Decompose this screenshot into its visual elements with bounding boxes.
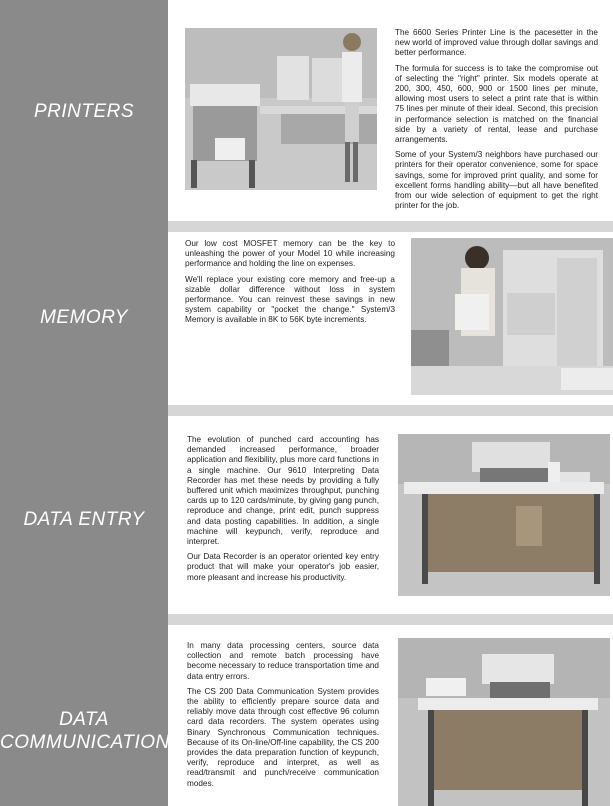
paragraph: We'll replace your existing core memory and free-up a sizable dollar difference without loss in system performance. You can reinvest these savings in new system capability or "pocket the change." System/3 Memory is available in 8K to 56K byte increments. [185, 274, 395, 325]
printer-photo [185, 28, 377, 190]
data-communication-photo [398, 638, 610, 806]
section-label-printers: PRINTERS [33, 101, 135, 122]
data-entry-text [187, 435, 379, 588]
paragraph: The CS 200 Data Communication System provides the ability to efficiently prepare source data and reliably move data through cost effective 96 column card data recorders. The system operates using Binary Synchronous Communication techniques. Because of its On-line/Off-line capability, the CS 200 provides the data preparation function of keypunch, verify, reproduce and interpret, as well as read/transmit and punch/receive communication modes. [187, 686, 379, 788]
section-label-memory: MEMORY [40, 307, 128, 328]
paragraph: The 6600 Series Printer Line is the pacesetter in the new world of improved value through dollar savings and better performance. [395, 28, 598, 58]
paragraph: Our Data Recorder is an operator oriented key entry product that will make your operator's job easier, more pleasant and increase his productivity. [187, 552, 379, 582]
data-entry-photo [398, 434, 610, 596]
section-label-data-communication [0, 708, 168, 754]
paragraph: The evolution of punched card accounting has demanded increased performance, broader application and flexibility, plus more card functions in a single machine. Our 9610 Interpreting Data Recorder has met these needs by providing a fully buffered unit which maximizes throughput, punching cards up to 120 cards/minute, by giving gang punch, reproduce and change, print edit, punch suppress and data posting capabilities. In addition, a single machine will keypunch, verify, reproduce and interpret. [187, 435, 379, 547]
printers-text [395, 28, 598, 216]
section-divider [168, 405, 613, 416]
paragraph: In many data processing centers, source data collection and remote batch processing have become necessary to reduce transportation time and data entry errors. [187, 641, 379, 681]
paragraph: The formula for success is to take the compromise out of selecting the "right" printer. Six models operate at 200, 300, 450, 600, 900 or 1500 lines per minute, allowing most users to select a print rate that is within 75 lines per minute of their ideal. Second, this precision in performance selection is matched on the financial side by a variety of rental, lease and purchase arrangements. [395, 63, 598, 145]
data-communication-text [187, 641, 379, 794]
section-label-line: COMMUNICATION [0, 732, 170, 753]
memory-text [185, 239, 395, 331]
section-divider [168, 221, 613, 232]
section-label-line: DATA [59, 709, 109, 730]
memory-photo [411, 238, 613, 395]
section-label-data-entry: DATA ENTRY [23, 509, 145, 530]
paragraph: Some of your System/3 neighbors have purchased our printers for their operator convenience, some for space savings, some for improved print quality, and some for excellent forms handling ability—but all have benefited from our wide selection of equipment to get the right printer for the job. [395, 150, 598, 211]
section-divider [168, 614, 613, 625]
paragraph: Our low cost MOSFET memory can be the key to unleashing the power of your Model 10 while increasing performance and holding the line on expenses. [185, 239, 395, 269]
